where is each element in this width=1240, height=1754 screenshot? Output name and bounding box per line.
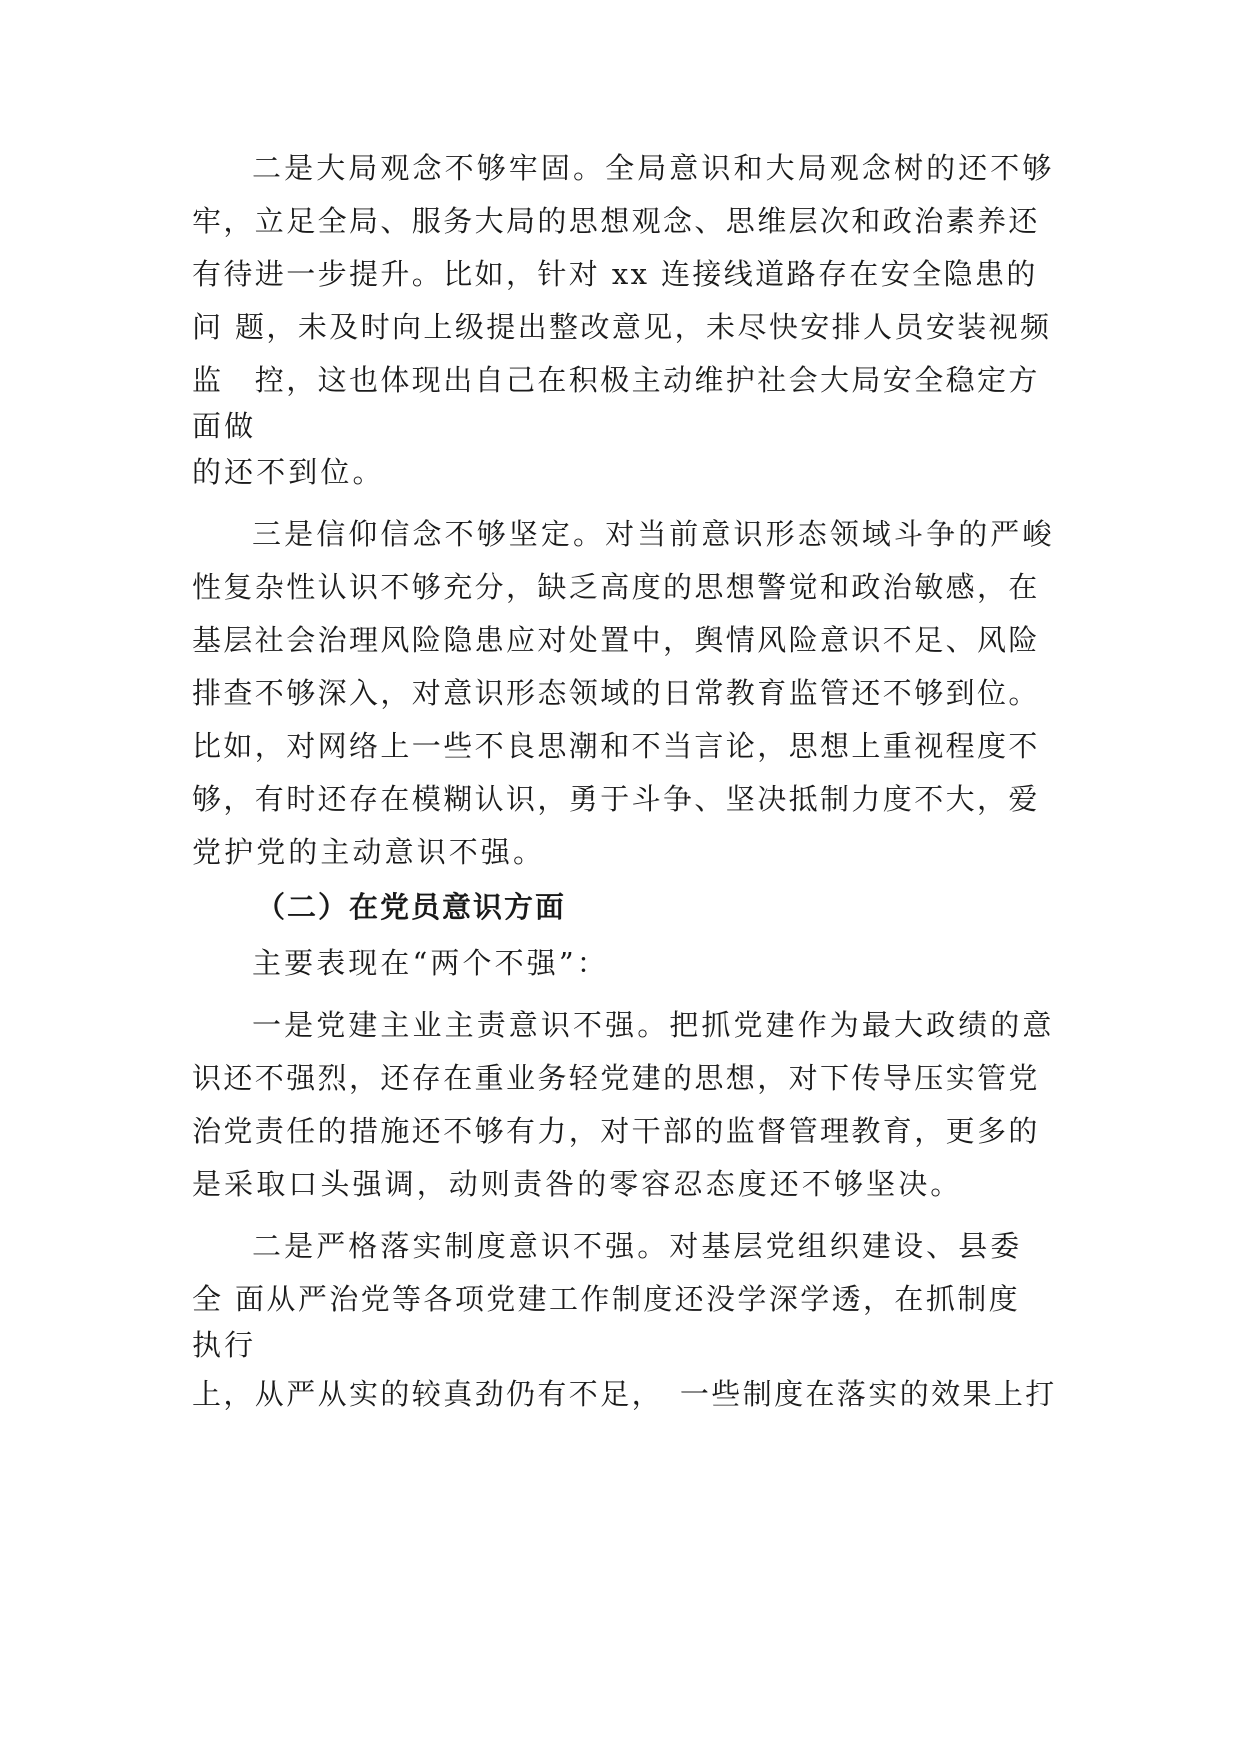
paragraph-line: 的还不到位。: [192, 455, 385, 489]
paragraph-line: 三是信仰信念不够坚定。对当前意识形态领域斗争的严峻: [252, 517, 1055, 551]
paragraph-line: 问 题，未及时向上级提出整改意见，未尽快安排人员安装视频: [192, 310, 1052, 344]
paragraph-line: 全 面从严治党等各项党建工作制度还没学深学透，在抓制度: [192, 1282, 1021, 1316]
paragraph-line: 二是严格落实制度意识不强。对基层党组织建设、县委: [252, 1229, 1023, 1263]
paragraph-line: 够，有时还存在模糊认识，勇于斗争、坚决抵制力度不大，爱: [192, 782, 1040, 816]
paragraph-line: 面做: [192, 409, 257, 443]
paragraph-line: 上，从严从实的较真劲仍有不足， 一些制度在落实的效果上打: [192, 1377, 1057, 1411]
section-heading: （二）在党员意识方面: [256, 890, 567, 924]
paragraph-line: 比如，对网络上一些不良思潮和不当言论，思想上重视程度不: [192, 729, 1040, 763]
paragraph-line: 性复杂性认识不够充分，缺乏高度的思想警觉和政治敏感，在: [192, 570, 1040, 604]
paragraph-line: 排查不够深入，对意识形态领域的日常教育监管还不够到位。: [192, 676, 1040, 710]
paragraph-line: 二是大局观念不够牢固。全局意识和大局观念树的还不够: [252, 151, 1055, 185]
paragraph-line: 党护党的主动意识不强。: [192, 835, 546, 869]
paragraph-line: 基层社会治理风险隐患应对处置中，舆情风险意识不足、风险: [192, 623, 1040, 657]
paragraph-line: 主要表现在“两个不强”：: [252, 946, 609, 980]
paragraph-line: 一是党建主业主责意识不强。把抓党建作为最大政绩的意: [252, 1008, 1055, 1042]
paragraph-line: 执行: [192, 1328, 257, 1362]
paragraph-line: 是采取口头强调，动则责咎的零容忍态度还不够坚决。: [192, 1167, 963, 1201]
paragraph-line: 识还不强烈，还存在重业务轻党建的思想，对下传导压实管党: [192, 1061, 1040, 1095]
paragraph-line: 牢，立足全局、服务大局的思想观念、思维层次和政治素养还: [192, 204, 1040, 238]
paragraph-line: 治党责任的措施还不够有力，对干部的监督管理教育，更多的: [192, 1114, 1040, 1148]
paragraph-line: 有待进一步提升。比如，针对 xx 连接线道路存在安全隐患的: [192, 257, 1038, 291]
paragraph-line: 监 控，这也体现出自己在积极主动维护社会大局安全稳定方: [192, 363, 1040, 397]
